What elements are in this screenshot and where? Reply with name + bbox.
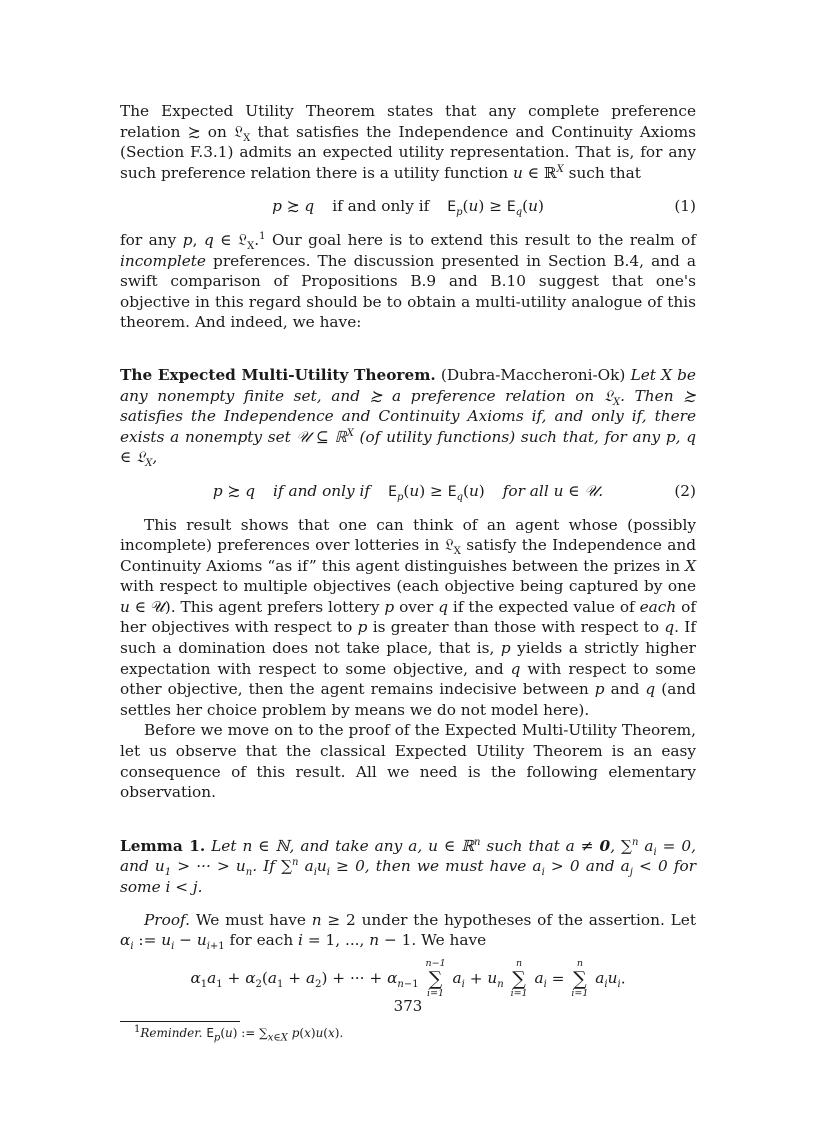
page-number: 373 [393, 997, 423, 1015]
equation-3: $\alpha_1a_1 + \alpha_2(a_1 + a_2)$ + ··· + $\alpha_{n-1}$ n−1 ∑ i=1 $a_i + u_n$ n ∑ i=1 $a_i$ = n ∑ i=1 $a_iu_i$. [190, 957, 626, 999]
theorem-statement: The Expected Multi-Utility Theorem. (Dubra-Maccheroni-Ok) Let X be any nonempty finite set, and ≿ a preference relation on 𝔏$_X$. Then ≿ satisfies the Independence and Continuity Axioms if, and only if, there exists a nonempty set 𝒰 ⊆ ℝ$^X$ (of utility functions) such that, for any p, q ∈ 𝔏$_X$, [120, 365, 697, 470]
theorem-title: The Expected Multi-Utility Theorem. [120, 365, 436, 384]
eq1-mid: if and only if [332, 197, 430, 216]
proof-paragraph: Proof. We must have n ≥ 2 under the hypotheses of the assertion. Let $\alpha_i$ := $u_i - u_{i+1}$ for each i = 1, ..., n − 1. We have [120, 910, 697, 953]
paragraph-4: Before we move on to the proof of the Expected Multi-Utility Theorem, let us observe that the classical Expected Utility Theorem is an easy consequence of this result. All we need is the following elementary observation. [120, 721, 696, 802]
equation-2-number: (2) [674, 481, 696, 500]
summation-3: n ∑ i=1 [571, 957, 589, 999]
equation-1-number: (1) [674, 197, 696, 216]
summation-1: n−1 ∑ i=1 [425, 957, 446, 999]
footnote-ref[interactable]: 1 [259, 230, 266, 242]
summation-2: n ∑ i=1 [510, 957, 528, 999]
footnote-label: Reminder. [140, 1025, 203, 1040]
lemma-title: Lemma 1. [120, 836, 206, 855]
proof-label: Proof. [144, 910, 191, 929]
paragraph-3: This result shows that one can think of an agent whose (possibly incomplete) preferences over lotteries in 𝔏$_X$ satisfy the Independence and Continuity Axioms “as if” this agent distinguishes between the prizes in X with respect to multiple objectives (each objective being captured by one u ∈ 𝒰). This agent prefers lottery p over q if the expected value of each of her objectives with respect to p is greater than those with respect to q. If such a domination does not take place, that is, p yields a strictly higher expectation with respect to some objective, and q with respect to some other objective, then the agent remains indecisive between p and q (and settles her choice problem by means we do not model here). [120, 515, 697, 719]
footnote-rule [120, 1021, 240, 1022]
page-content [120, 101, 697, 1044]
equation-2: p ≿ q if and only if $E_p(u) \ge E_q(u)$ for all u ∈ 𝒰. (2) [212, 481, 696, 503]
footnote: $^1$Reminder. $E_p(u)$ := $\sum_{x\in X}$ p(x)u(x). [134, 1023, 344, 1044]
equation-1: p ≿ q if and only if $E_p(u) \ge E_q(u)$ (1) [272, 197, 696, 219]
lemma-statement: Lemma 1. Let n ∈ ℕ, and take any a, u ∈ ℝ$^n$ such that a ≠ 0, ∑$^n$ $a_i = 0$, and $u_1$ > ··· > $u_n$. If ∑$^n$ $a_iu_i \ge 0$, then we must have $a_i > 0$ and $a_j < 0$ for some i < j. [120, 836, 697, 896]
theorem-attribution: (Dubra-Maccheroni-Ok) [440, 365, 626, 384]
paragraph-2: for any p, q ∈ 𝔏$_X$.$^1$ Our goal here is to extend this result to the realm of incomplete preferences. The discussion presented in Section B.4, and a swift comparison of Propositions B.9 and B.10 suggest that one's objective in this regard should be to obtain a multi-utility analogue of this theorem. And indeed, we have: [120, 230, 696, 332]
paragraph-1: The Expected Utility Theorem states that any complete preference relation ≿ on 𝔏$_X$ that satisfies the Independence and Continuity Axioms (Section F.3.1) admits an expected utility representation. That is, for any such preference relation there is a utility function u ∈ ℝ$^X$ such that [120, 102, 696, 182]
